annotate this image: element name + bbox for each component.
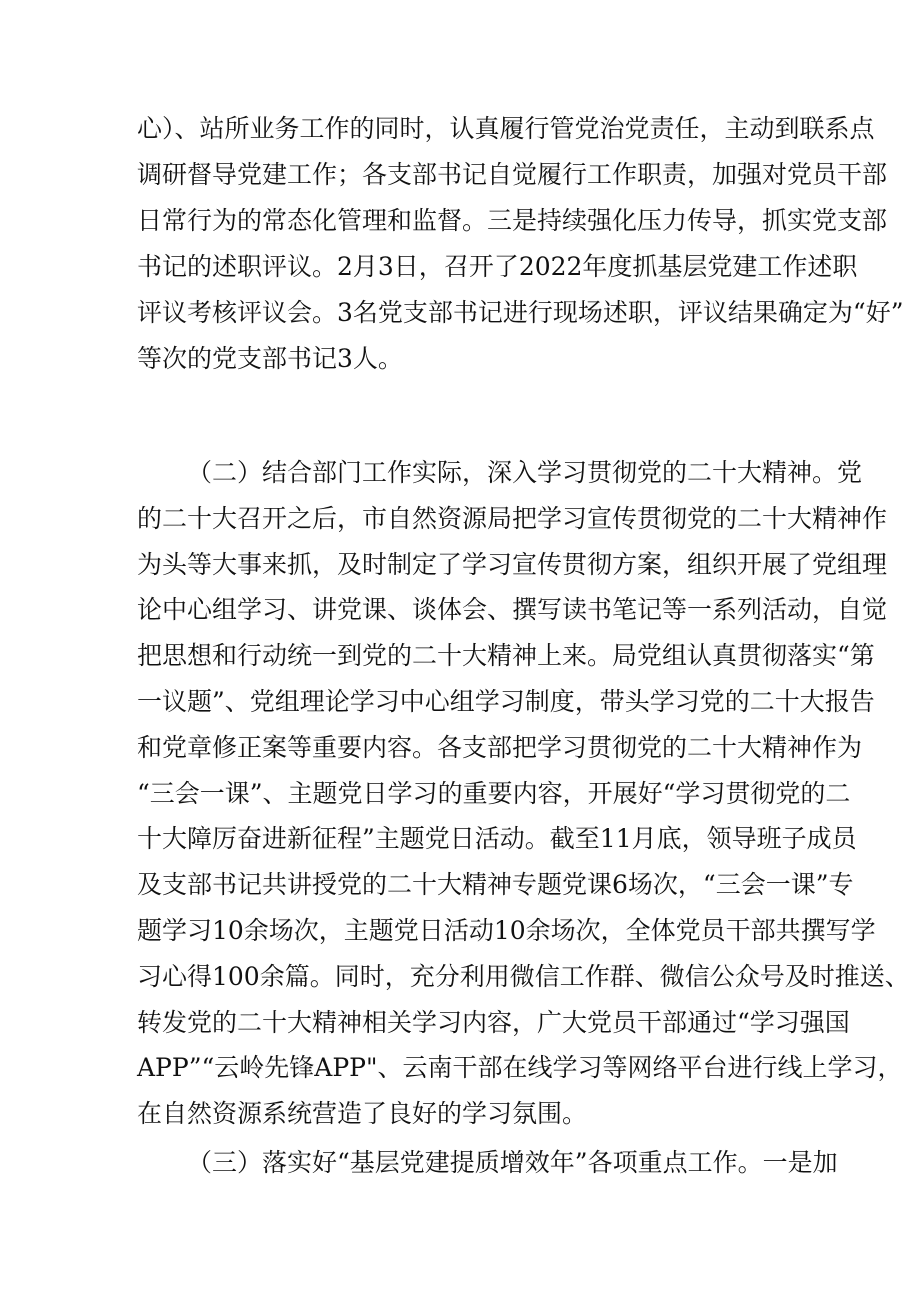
text-line: 习心得100余篇。同时，充分利用微信工作群、微信公众号及时推送、 <box>137 961 910 991</box>
text-line: 等次的党支部书记3人。 <box>137 344 403 373</box>
text-line: 评议考核评议会。3名党支部书记进行现场述职，评议结果确定为“好” <box>137 298 904 327</box>
text-line: 把思想和行动统一到党的二十大精神上来。局党组认真贯彻落实“第 <box>137 641 875 671</box>
text-line: 为头等大事来抓，及时制定了学习宣传贯彻方案，组织开展了党组理 <box>137 549 888 579</box>
text-line: 论中心组学习、讲党课、谈体会、撰写读书笔记等一系列活动，自觉 <box>137 595 888 625</box>
text-line: 和党章修正案等重要内容。各支部把学习贯彻党的二十大精神作为 <box>137 732 863 762</box>
text-line: 日常行为的常态化管理和监督。三是持续强化压力传导，抓实党支部 <box>137 206 888 235</box>
text-line: 转发党的二十大精神相关学习内容，广大党员干部通过“学习强国 <box>137 1007 850 1037</box>
text-line: 书记的述职评议。2月3日，召开了2022年度抓基层党建工作述职 <box>137 252 858 281</box>
text-line: 一议题”、党组理论学习中心组学习制度，带头学习党的二十大报告 <box>137 687 875 716</box>
text-line: （二）结合部门工作实际，深入学习贯彻党的二十大精神。党 <box>187 458 863 487</box>
text-line: 的二十大召开之后，市自然资源局把学习宣传贯彻党的二十大精神作 <box>137 503 888 533</box>
text-line: 心）、站所业务工作的同时，认真履行管党治党责任，主动到联系点 <box>137 114 875 143</box>
text-line: 调研督导党建工作；各支部书记自觉履行工作职责，加强对党员干部 <box>137 160 888 189</box>
text-line: 题学习10余场次，主题党日活动10余场次，全体党员干部共撰写学 <box>137 916 876 945</box>
text-line: （三）落实好“基层党建提质增效年”各项重点工作。一是加 <box>187 1148 838 1177</box>
text-line: 及支部书记共讲授党的二十大精神专题党课6场次，“三会一课”专 <box>137 870 854 900</box>
text-line: APP”“云岭先锋APP"、云南干部在线学习等网络平台进行线上学习， <box>137 1053 903 1083</box>
text-line: 在自然资源系统营造了良好的学习氛围。 <box>137 1099 588 1129</box>
text-line: “三会一课”、主题党日学习的重要内容，开展好“学习贯彻党的二 <box>137 778 851 808</box>
text-line: 十大障厉奋进新征程”主题党日活动。截至11月底，领导班子成员 <box>137 824 857 854</box>
